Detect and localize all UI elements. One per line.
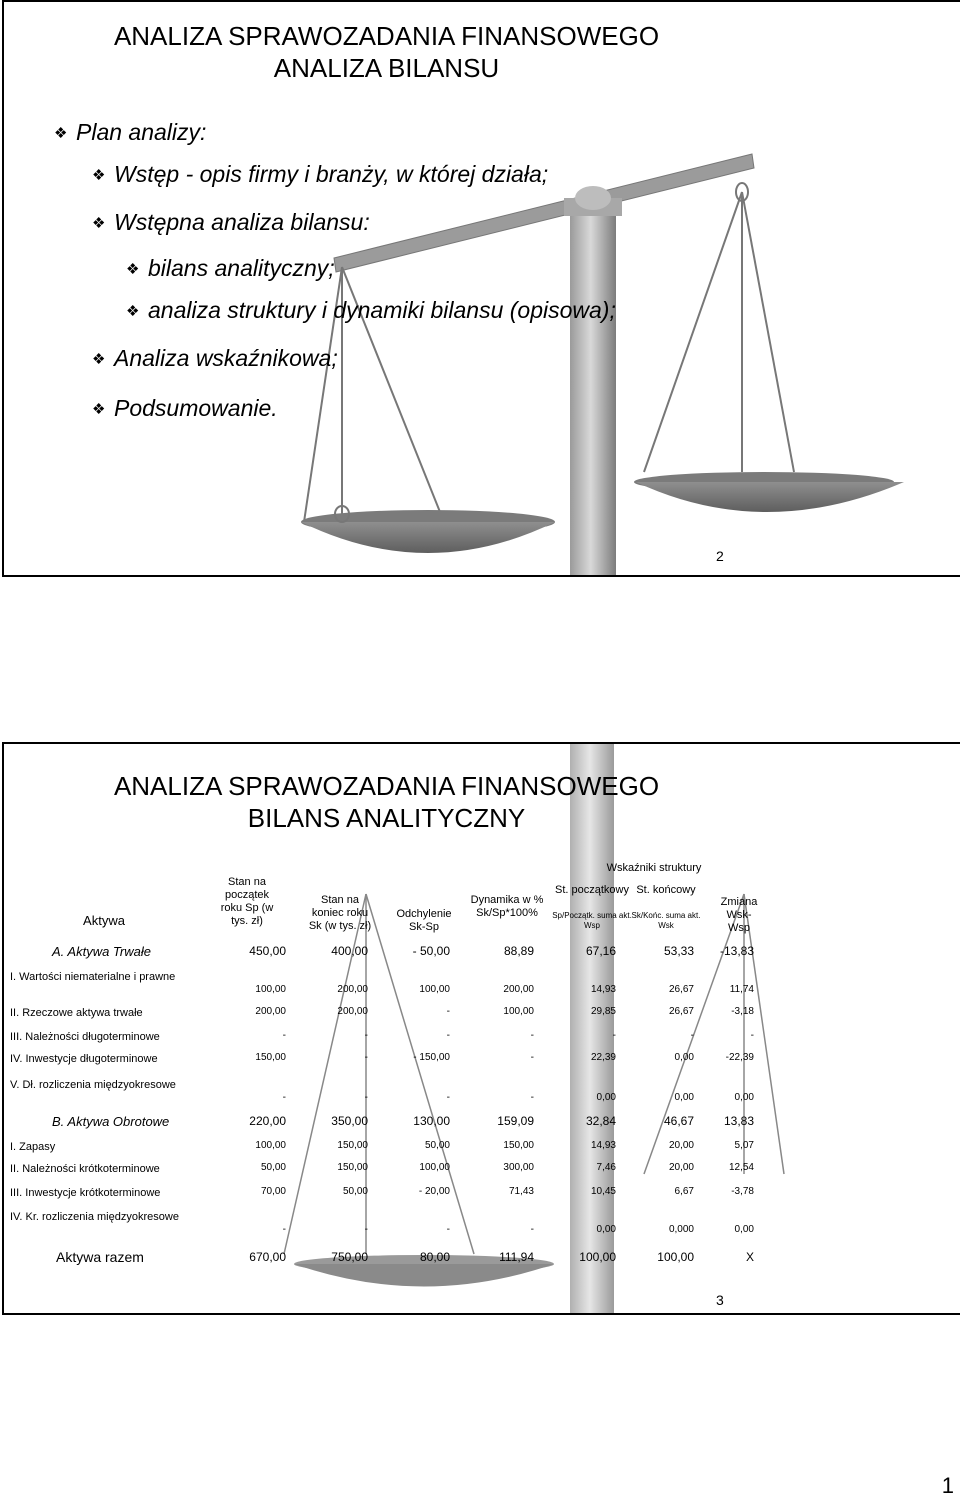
row-value: 100,00 [255, 1140, 286, 1151]
header-zmiana: Zmiana Wsk-Wsp [720, 896, 758, 934]
row-value: 53,33 [663, 944, 694, 958]
row-value: 12,54 [728, 1162, 754, 1173]
row-value: - 50,00 [412, 944, 450, 958]
row-value: 100,00 [419, 1162, 450, 1173]
row-value: 150,00 [255, 1052, 286, 1063]
bullet-bilans-analityczny [126, 254, 335, 284]
row-value: -22,39 [725, 1052, 754, 1063]
bullet-text: analiza struktury i dynamiki bilansu (opisowa); [148, 297, 616, 323]
row-value: - [364, 1224, 368, 1235]
row-value: - [364, 1030, 368, 1041]
row-label: Aktywa razem [56, 1249, 144, 1265]
diamond-bullet-icon: ❖ [126, 261, 140, 278]
row-value: 71,43 [508, 1186, 534, 1197]
row-label: II. Rzeczowe aktywa trwałe [10, 1007, 143, 1019]
row-value: X [745, 1250, 754, 1264]
row-value: - 150,00 [413, 1052, 450, 1063]
row-value: 26,67 [668, 984, 694, 995]
bullet-text: Plan analizy: [76, 119, 207, 145]
header-stan-koniec: Stan na koniec roku Sk (w tys. zł) [308, 894, 372, 932]
row-label: III. Inwestycje krótkoterminowe [10, 1187, 161, 1199]
row-value: - [612, 1030, 616, 1041]
bullet-text: Analiza wskaźnikowa; [114, 345, 338, 371]
row-value: 0,000 [668, 1224, 694, 1235]
row-value: 111,94 [499, 1250, 534, 1264]
slide-title [4, 20, 769, 84]
header-odchylenie: Odchylenie Sk-Sp [396, 908, 452, 933]
bullet-podsumowanie [92, 394, 278, 424]
title-line-2: BILANS ANALITYCZNY [247, 803, 526, 833]
row-value: 150,00 [503, 1140, 534, 1151]
row-value: 0,00 [734, 1092, 754, 1103]
row-value: 20,00 [668, 1140, 694, 1151]
row-value: 150,00 [337, 1162, 368, 1173]
title-line-1: ANALIZA SPRAWOZADANIA FINANSOWEGO [113, 771, 660, 801]
row-value: 14,93 [590, 984, 616, 995]
row-value: 100,00 [503, 1006, 534, 1017]
row-value: 14,93 [590, 1140, 616, 1151]
row-value: 300,00 [503, 1162, 534, 1173]
row-label: II. Należności krótkoterminowe [10, 1163, 160, 1175]
row-value: 67,16 [585, 944, 616, 958]
row-value: - 20,00 [418, 1186, 450, 1197]
row-label: IV. Kr. rozliczenia międzyokresowe [10, 1211, 179, 1223]
bullet-text: Podsumowanie. [114, 395, 278, 421]
row-value: - [530, 1224, 534, 1235]
row-value: 50,00 [342, 1186, 368, 1197]
row-value: 7,46 [596, 1162, 616, 1173]
row-value: 13,83 [723, 1114, 754, 1128]
row-label: A. Aktywa Trwałe [52, 944, 151, 959]
row-value: 750,00 [331, 1250, 368, 1264]
row-label: I. Wartości niematerialne i prawne [10, 971, 176, 983]
row-value: 11,74 [729, 984, 754, 995]
balance-scale-illustration [4, 2, 960, 577]
diamond-bullet-icon: ❖ [126, 303, 140, 320]
row-value: - [282, 1092, 286, 1103]
slide-plan-analizy [2, 0, 960, 577]
row-value: 46,67 [663, 1114, 694, 1128]
bullet-analiza-struktury [126, 296, 616, 326]
row-value: - [530, 1092, 534, 1103]
row-value: - [530, 1052, 534, 1063]
row-value: 10,45 [590, 1186, 616, 1197]
bullet-text: bilans analityczny; [148, 255, 335, 281]
row-value: - [364, 1092, 368, 1103]
document-page-number: 1 [941, 1473, 954, 1498]
row-value: 130,00 [413, 1114, 450, 1128]
bullet-analiza-wskaznikowa [92, 344, 338, 374]
row-value: 26,67 [668, 1006, 694, 1017]
row-value: 5,07 [734, 1140, 754, 1151]
row-value: 100,00 [579, 1250, 616, 1264]
row-value: 0,00 [674, 1092, 694, 1103]
header-st-poczatkowy-formula: Sp/Początk. suma akt. Wsp [552, 911, 632, 930]
row-value: 70,00 [260, 1186, 286, 1197]
row-value: - [446, 1030, 450, 1041]
bullet-wstep [92, 160, 548, 190]
slide-title [4, 770, 769, 834]
diamond-bullet-icon: ❖ [54, 125, 68, 142]
row-label: B. Aktywa Obrotowe [52, 1114, 170, 1129]
row-value: - [446, 1224, 450, 1235]
header-stan-poczatek: Stan na początek roku Sp (w tys. zł) [220, 876, 274, 927]
header-st-koncowy-formula: Sk/Końc. suma akt. Wsk [631, 911, 701, 930]
row-value: -13,83 [719, 944, 754, 958]
row-value: 50,00 [260, 1162, 286, 1173]
row-value: - [282, 1224, 286, 1235]
row-value: 159,09 [497, 1114, 534, 1128]
row-value: 0,00 [674, 1052, 694, 1063]
row-value: 29,85 [590, 1006, 616, 1017]
row-label: I. Zapasy [10, 1141, 56, 1153]
row-value: 0,00 [596, 1224, 616, 1235]
diamond-bullet-icon: ❖ [92, 167, 106, 184]
row-value: 400,00 [331, 944, 368, 958]
header-aktywa: Aktywa [83, 913, 125, 928]
header-st-koncowy: St. końcowy [636, 884, 696, 896]
row-value: -3,18 [731, 1006, 754, 1017]
row-value: 50,00 [424, 1140, 450, 1151]
row-value: 350,00 [331, 1114, 368, 1128]
bullet-text: Wstęp - opis firmy i branży, w której działa; [114, 161, 549, 187]
row-value: 450,00 [249, 944, 286, 958]
diamond-bullet-icon: ❖ [92, 215, 106, 232]
slide-page-number: 2 [716, 548, 724, 564]
bullet-plan-analizy [54, 118, 206, 148]
row-value: 200,00 [337, 984, 368, 995]
row-value: 100,00 [657, 1250, 694, 1264]
row-value: 22,39 [590, 1052, 616, 1063]
row-label: III. Należności długoterminowe [10, 1031, 160, 1043]
row-value: 100,00 [255, 984, 286, 995]
row-value: 80,00 [419, 1250, 450, 1264]
row-value: 670,00 [249, 1250, 286, 1264]
row-value: - [446, 1092, 450, 1103]
row-value: 200,00 [503, 984, 534, 995]
row-value: 0,00 [596, 1092, 616, 1103]
row-value: 100,00 [419, 984, 450, 995]
row-value: 0,00 [734, 1224, 754, 1235]
title-line-1: ANALIZA SPRAWOZADANIA FINANSOWEGO [113, 21, 660, 51]
row-value: 88,89 [503, 944, 534, 958]
row-value: 20,00 [668, 1162, 694, 1173]
row-value: 32,84 [585, 1114, 616, 1128]
row-value: 200,00 [337, 1006, 368, 1017]
header-wskazniki-struktury: Wskaźniki struktury [606, 862, 702, 874]
row-value: -3,78 [731, 1186, 754, 1197]
bullet-text: Wstępna analiza bilansu: [114, 209, 370, 235]
slide-page-number: 3 [716, 1292, 724, 1308]
row-value: 150,00 [337, 1140, 368, 1151]
row-value: 220,00 [249, 1114, 286, 1128]
row-value: 200,00 [255, 1006, 286, 1017]
row-value: - [446, 1006, 450, 1017]
title-line-2: ANALIZA BILANSU [273, 53, 500, 83]
row-value: - [750, 1030, 754, 1041]
row-value: - [364, 1052, 368, 1063]
row-value: - [282, 1030, 286, 1041]
row-value: 6,67 [674, 1186, 694, 1197]
header-dynamika: Dynamika w % Sk/Sp*100% [470, 894, 544, 919]
row-label: V. Dł. rozliczenia międzyokresowe [10, 1079, 176, 1091]
slide-bilans-analityczny [2, 742, 960, 1315]
diamond-bullet-icon: ❖ [92, 351, 106, 368]
row-value: - [530, 1030, 534, 1041]
row-value: - [690, 1030, 694, 1041]
row-label: IV. Inwestycje długoterminowe [10, 1053, 158, 1065]
bullet-wstepna-analiza [92, 208, 370, 238]
diamond-bullet-icon: ❖ [92, 401, 106, 418]
header-st-poczatkowy: St. początkowy [555, 884, 629, 896]
